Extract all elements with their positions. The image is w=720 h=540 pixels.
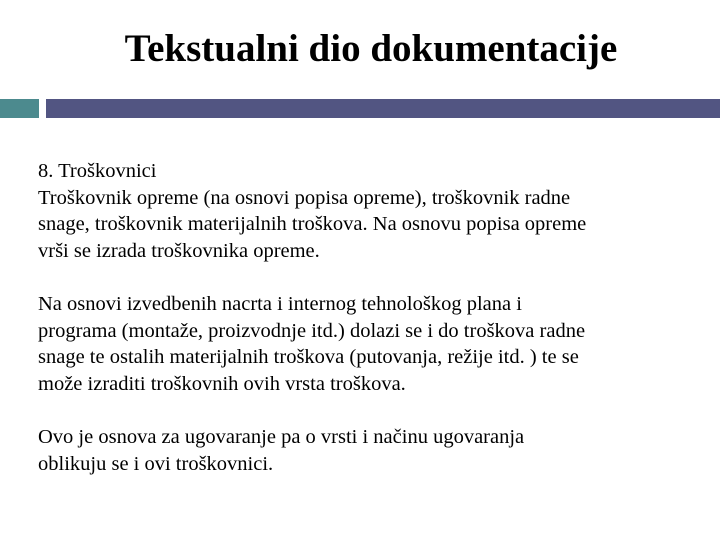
body-line: snage te ostalih materijalnih troškova (putovanja, režije itd. ) te se [38, 346, 579, 368]
slide-title: Tekstualni dio dokumentacije [124, 27, 618, 70]
body-line: oblikuju se i ovi troškovnici. [38, 452, 274, 475]
body-line: Ovo je osnova za ugovaranje pa o vrsti i načinu ugovaranja [38, 426, 525, 448]
body-line: može izraditi troškovnih ovih vrsta troškova. [38, 372, 406, 395]
accent-bar-left [0, 99, 39, 118]
body-line: Troškovnik opreme (na osnovi popisa opreme), troškovnik radne [38, 186, 571, 209]
slide-body [38, 158, 698, 477]
paragraph-izvedbeni-nacrti [38, 291, 698, 397]
body-line: snage, troškovnik materijalnih troškova. Na osnovu popisa opreme [38, 213, 587, 235]
body-line: 8. Troškovnici [38, 160, 157, 182]
accent-bar-right [46, 99, 720, 118]
body-line: Na osnovi izvedbenih nacrta i internog tehnološkog plana i [38, 293, 522, 315]
paragraph-ugovaranje [38, 424, 698, 477]
body-line: vrši se izrada troškovnika opreme. [38, 239, 320, 262]
body-line: programa (montaže, proizvodnje itd.) dolazi se i do troškova radne [38, 319, 586, 342]
paragraph-troskovnici [38, 158, 698, 264]
